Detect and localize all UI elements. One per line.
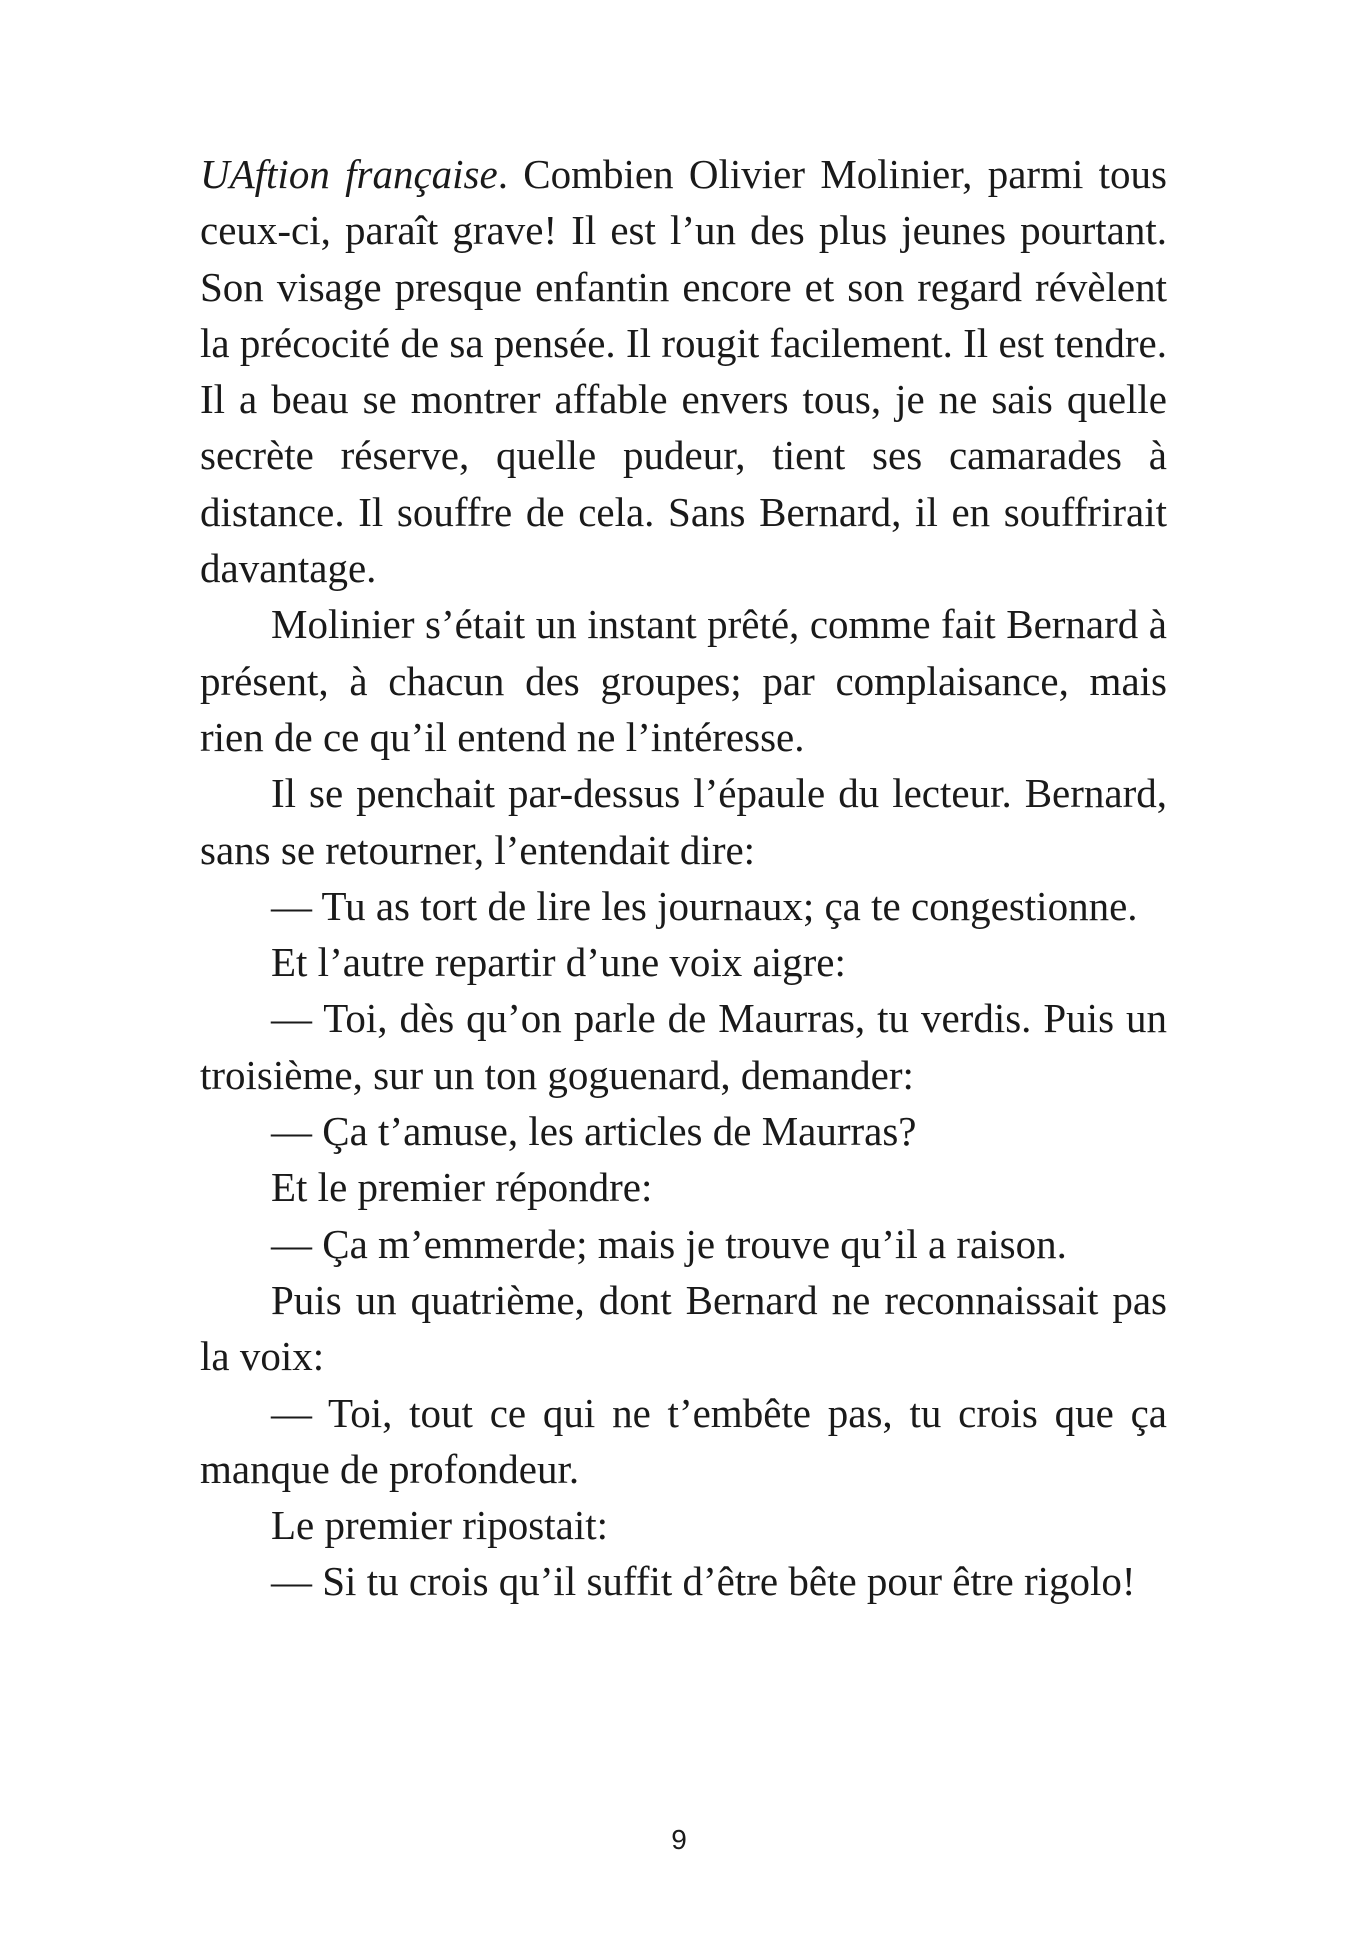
opening-text: . Combien Olivier Molinier, parmi tous ceux-ci, paraît grave! Il est l’un des plus jeunes pourtant. Son visage presque enfantin encore et son regard révèlent la précocité de sa pensée. Il rougit facilement. Il est tendre. Il a beau se montrer affable envers tous, je ne sais quelle secrète réserve, quelle pudeur, tient ses camarades à distance. Il souffre de cela. Sans Bernard, il en souffrirait davantage. [200, 151, 1167, 592]
paragraph-1: Molinier s’était un instant prêté, comme fait Bernard à présent, à chacun des groupes; par complaisance, mais rien de ce qu’il entend ne l’intéresse. [200, 601, 1167, 760]
paragraph-5: — Toi, dès qu’on parle de Maurras, tu verdis. Puis un troisième, sur un ton goguenard, demander: [200, 995, 1167, 1098]
paragraph-10: — Toi, tout ce qui ne t’embête pas, tu crois que ça manque de profondeur. [200, 1389, 1167, 1492]
italic-title: UAftion française [200, 151, 498, 197]
paragraph-7: Et le premier répondre: [271, 1164, 653, 1211]
body-text [200, 146, 1167, 1610]
paragraph-4: Et l’autre repartir d’une voix aigre: [271, 939, 846, 986]
paragraph-8: — Ça m’emmerde; mais je trouve qu’il a raison. [271, 1220, 1067, 1267]
paragraph-6: — Ça t’amuse, les articles de Maurras? [271, 1108, 917, 1155]
page-number: 9 [671, 1824, 687, 1855]
paragraph-opening [200, 146, 1167, 596]
paragraph-11: Le premier ripostait: [271, 1502, 608, 1549]
paragraph-2: Il se penchait par-dessus l’épaule du lecteur. Bernard, sans se retourner, l’entendait dire: [200, 770, 1167, 873]
paragraph-12: — Si tu crois qu’il suffit d’être bête pour être rigolo! [271, 1558, 1136, 1605]
paragraph-9: Puis un quatrième, dont Bernard ne reconnaissait pas la voix: [200, 1276, 1167, 1380]
paragraph-3: — Tu as tort de lire les journaux; ça te congestionne. [271, 882, 1138, 929]
